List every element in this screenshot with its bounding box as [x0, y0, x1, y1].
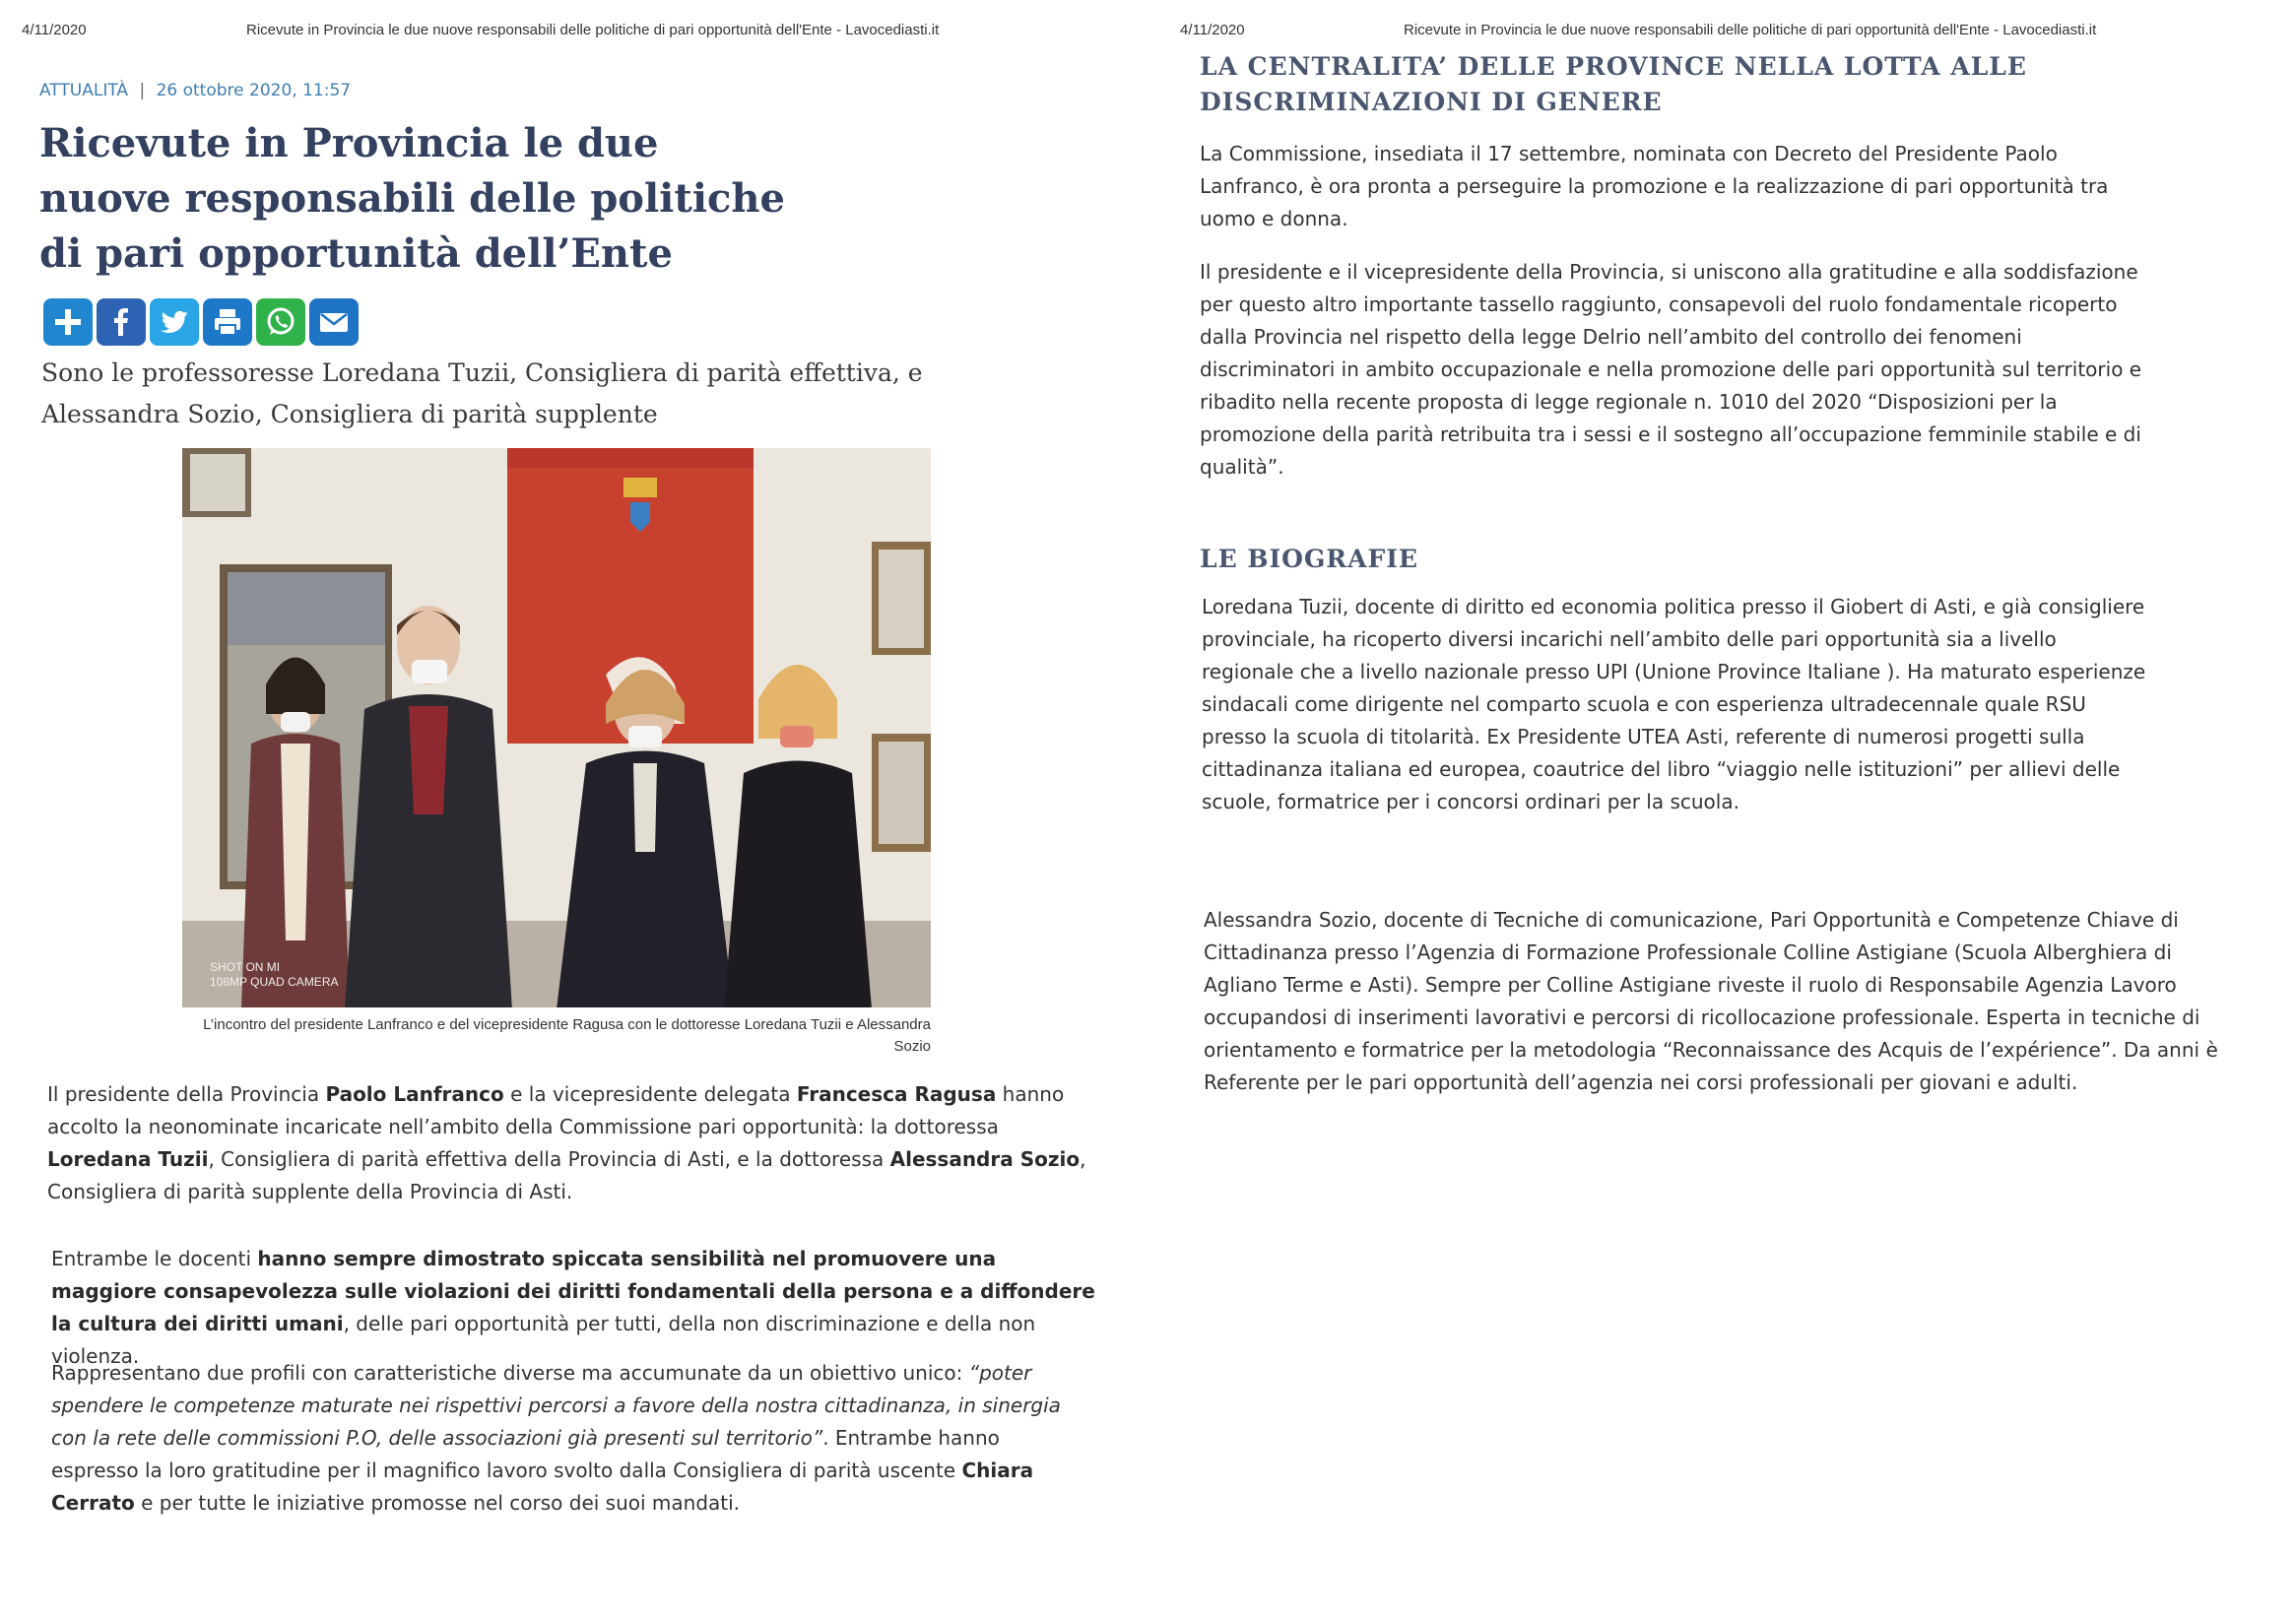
- right-paragraph-2: Il presidente e il vicepresidente della Provincia, si uniscono alla gratitudine e alla soddisfazione per questo altro importante tassello raggiunto, consapevoli del ruolo fondamentale ricoperto dalla Provincia nel rispetto della legge Delrio nell’ambito del controllo dei fenomeni discriminatori in ambito occupazionale e nella promozione delle pari opportunità sul territorio e ribadito nella recente proposta di legge regionale n. 1010 del 2020 “Disposizioni per la promozione della parità retribuita tra i sessi e il sostegno all’occupazione femminile stabile e di qualità”.: [1200, 260, 2142, 479]
- share-whatsapp-button[interactable]: [256, 298, 305, 346]
- p1-text-3: hanno accolto la neonominate incaricate nell’ambito della Commissione pari opportunità: la dottoressa: [47, 1082, 1065, 1138]
- p1-bold-1: Paolo Lanfranco: [325, 1082, 504, 1106]
- section-heading-centralita: LA CENTRALITA’ DELLE PROVINCE NELLA LOTTA ALLE DISCRIMINAZIONI DI GENERE: [1200, 52, 2027, 116]
- facebook-icon: [104, 305, 138, 339]
- p1-bold-2: Francesca Ragusa: [796, 1082, 997, 1106]
- watermark-line-1: SHOT ON MI: [210, 960, 281, 974]
- paragraph-3: [51, 1357, 1066, 1520]
- email-icon: [317, 305, 351, 339]
- p3-text-2: . Entrambe hanno espresso la loro gratitudine per il magnifico lavoro svolto dalla Consigliera di parità uscente: [51, 1426, 1000, 1482]
- p1-bold-3: Loredana Tuzii: [47, 1147, 209, 1171]
- p1-text-4: , Consigliera di parità effettiva della Provincia di Asti, e la dottoressa: [208, 1147, 890, 1171]
- share-twitter-button[interactable]: [150, 298, 199, 346]
- p3-text-3: e per tutte le iniziative promosse nel corso dei suoi mandati.: [134, 1491, 741, 1515]
- article-photo: [182, 448, 931, 1007]
- plus-icon: [51, 305, 85, 339]
- p1-bold-4: Alessandra Sozio: [889, 1147, 1081, 1171]
- p1-text-1: Il presidente della Provincia: [47, 1082, 326, 1106]
- meeting-photo-illustration: [182, 448, 931, 1007]
- share-bar: [43, 298, 359, 346]
- print-title: Ricevute in Provincia le due nuove responsabili delle politiche di pari opportunità dell'Ente - Lavocediasti.it: [246, 22, 940, 38]
- photo-caption: L’incontro del presidente Lanfranco e del vicepresidente Ragusa con le dottoresse Loredana Tuzii e Alessandra Sozio: [203, 1016, 931, 1055]
- print-title-right: Ricevute in Provincia le due nuove responsabili delle politiche di pari opportunità dell'Ente - Lavocediasti.it: [1404, 22, 2097, 38]
- section-heading-biografie: LE BIOGRAFIE: [1200, 545, 1418, 573]
- p2-text-1: Entrambe le docenti: [51, 1247, 258, 1270]
- p1-text-5: , Consigliera di parità supplente della Provincia di Asti.: [47, 1147, 1086, 1203]
- article-meta: [39, 81, 351, 100]
- article-headline: Ricevute in Provincia le due nuove responsabili delle politiche di pari opportunità dell’Ente: [39, 120, 785, 277]
- publish-date: 26 ottobre 2020, 11:57: [156, 81, 352, 100]
- biography-sozio: Alessandra Sozio, docente di Tecniche di comunicazione, Pari Opportunità e Competenze Chiave di Cittadinanza presso l’Agenzia di Formazione Professionale Colline Astigiane (Scuola Alberghiera di Agliano Terme e Asti). Sempre per Colline Astigiane riveste il ruolo di Responsabile Agenzia Lavoro occupandosi di inserimenti lavorativi e percorsi di ricollocazione professionale. Esperta in tecniche di orientamento e formatrice per la metodologia “Reconnaissance des Acquis de l’expérience”. Da anni è Referente per le pari opportunità dell’agenzia nei corsi professionali per giovani e adulti.: [1204, 908, 2218, 1094]
- p1-text-2: e la vicepresidente delegata: [503, 1082, 797, 1106]
- p2-bold-1: hanno sempre dimostrato spiccata sensibilità nel promuovere una maggiore consapevolezza sulle violazioni dei diritti fondamentali della persona e a diffondere la cultura dei diritti umani: [51, 1247, 1095, 1335]
- category-link[interactable]: ATTUALITÀ: [39, 81, 129, 100]
- left-page: [0, 0, 1143, 1621]
- right-page: [1143, 0, 2296, 1621]
- article-subtitle: Sono le professoresse Loredana Tuzii, Consigliera di parità effettiva, e Alessandra Sozio, Consigliera di parità supplente: [41, 358, 923, 428]
- share-email-button[interactable]: [309, 298, 359, 346]
- print-date-right: 4/11/2020: [1180, 22, 1245, 38]
- watermark-line-2: 108MP QUAD CAMERA: [210, 975, 339, 989]
- share-facebook-button[interactable]: [97, 298, 146, 346]
- p3-italic-quote: “poter spendere le competenze maturate nei rispettivi percorsi a favore della nostra cittadinanza, in sinergia con la rete delle commissioni P.O, delle associazioni già presenti sul territorio”: [51, 1361, 1061, 1450]
- share-print-button[interactable]: [203, 298, 252, 346]
- p2-text-2: , delle pari opportunità per tutti, della non discriminazione e della non violenza.: [51, 1312, 1036, 1368]
- twitter-icon: [158, 305, 191, 339]
- p3-text-1: Rappresentano due profili con caratteristiche diverse ma accumunate da un obiettivo unico:: [51, 1361, 969, 1385]
- print-icon: [211, 305, 244, 339]
- camera-watermark: [210, 960, 338, 990]
- p3-bold-1: Chiara Cerrato: [51, 1459, 1034, 1515]
- right-paragraph-1: La Commissione, insediata il 17 settembre, nominata con Decreto del Presidente Paolo Lanfranco, è ora pronta a perseguire la promozione e la realizzazione di pari opportunità tra uomo e donna.: [1200, 142, 2109, 230]
- share-add-button[interactable]: [43, 298, 93, 346]
- print-date: 4/11/2020: [22, 22, 87, 38]
- biography-tuzii: Loredana Tuzii, docente di diritto ed economia politica presso il Giobert di Asti, e già consigliere provinciale, ha ricoperto diversi incarichi nell’ambito delle pari opportunità sia a livello regionale che a livello nazionale presso UPI (Unione Province Italiane ). Ha maturato esperienze sindacali come dirigente nel comparto scuola e con esperienza ultradecennale quale RSU presso la scuola di titolarità. Ex Presidente UTEA Asti, referente di numerosi progetti sulla cittadinanza italiana ed europea, coautrice del libro “viaggio nelle istituzioni” per allievi delle scuole, formatrice per i concorsi ordinari per la scuola.: [1202, 595, 2146, 813]
- meta-separator: |: [139, 81, 146, 100]
- paragraph-2: [51, 1243, 1095, 1373]
- whatsapp-icon: [264, 305, 297, 339]
- paragraph-1: [47, 1078, 1091, 1208]
